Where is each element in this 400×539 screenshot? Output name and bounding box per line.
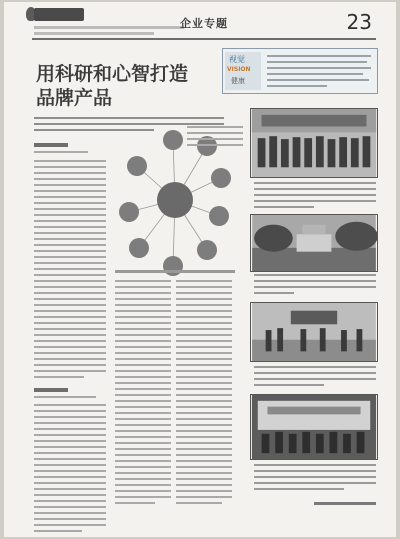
diagram-node (127, 156, 147, 176)
body-text-line (115, 334, 171, 336)
body-text-line (34, 500, 106, 502)
body-text-line (115, 406, 171, 408)
body-text-line (176, 328, 232, 330)
body-text-line (115, 502, 155, 504)
photo-factory-site (250, 214, 378, 272)
body-text-line (176, 496, 232, 498)
body-text-line (34, 470, 106, 472)
vision-badge-text: VISION (227, 66, 251, 73)
body-text-line (115, 346, 171, 348)
body-text-line (115, 490, 171, 492)
body-text-line (176, 478, 232, 480)
subheading-deck (34, 151, 88, 153)
diagram-hub-node (157, 182, 193, 218)
body-text-line (187, 144, 243, 146)
body-text-line (115, 436, 171, 438)
body-text-line (115, 478, 171, 480)
body-text-line (34, 416, 106, 418)
body-text-line (115, 328, 171, 330)
body-text-line (34, 464, 106, 466)
body-text-line (187, 132, 243, 134)
body-text-line (176, 316, 232, 318)
body-text-line (34, 220, 106, 222)
body-text-line (115, 358, 171, 360)
body-text-line (34, 410, 106, 412)
body-text-line (34, 512, 106, 514)
photo-caption (254, 366, 376, 368)
body-text-line (34, 346, 106, 348)
body-text-line (34, 328, 106, 330)
photo-caption (254, 476, 376, 478)
diagram-node (209, 206, 229, 226)
photo-caption (254, 188, 376, 190)
body-text-line (34, 506, 106, 508)
body-text-line (34, 208, 106, 210)
body-text-line (34, 488, 106, 490)
body-text-line (176, 400, 232, 402)
body-text-line (176, 376, 232, 378)
body-text-line (176, 502, 222, 504)
body-text-line (34, 530, 82, 532)
newspaper-page (4, 2, 396, 537)
photo-caption (254, 206, 314, 208)
photo-caption (254, 292, 294, 294)
text-line (267, 55, 371, 57)
body-text-line (34, 280, 106, 282)
body-text-line (176, 334, 232, 336)
body-text-line (176, 412, 232, 414)
body-text-line (34, 196, 106, 198)
body-text-line (34, 446, 106, 448)
body-text-line (176, 406, 232, 408)
body-text-line (115, 496, 171, 498)
body-text-line (176, 448, 232, 450)
diagram-node (163, 130, 183, 150)
body-text-line (115, 394, 171, 396)
newspaper-logo (34, 8, 84, 21)
subheading-deck (34, 396, 96, 398)
body-text-line (115, 352, 171, 354)
body-text-line (176, 418, 232, 420)
body-text-line (115, 424, 171, 426)
text-line (267, 73, 363, 75)
body-text-line (34, 494, 106, 496)
body-text-line (34, 428, 106, 430)
body-text-line (34, 262, 106, 264)
body-text-line (176, 346, 232, 348)
body-text-line (34, 370, 106, 372)
diagram-node (211, 168, 231, 188)
intro-text-line (34, 117, 224, 119)
body-text-line (34, 310, 106, 312)
body-text-line (34, 458, 106, 460)
body-text-line (34, 482, 106, 484)
body-text-line (176, 364, 232, 366)
photo-stage-performance (250, 394, 378, 460)
body-text-line (34, 440, 106, 442)
body-text-line (115, 442, 171, 444)
body-text-line (34, 422, 106, 424)
body-text-line (115, 376, 171, 378)
body-text-line (34, 316, 106, 318)
body-text-line (176, 292, 232, 294)
body-text-line (115, 484, 171, 486)
body-text-line (115, 388, 171, 390)
body-text-line (115, 340, 171, 342)
body-text-line (34, 172, 106, 174)
body-text-line (176, 490, 232, 492)
research-structure-diagram (115, 126, 235, 286)
body-text-line (176, 298, 232, 300)
text-line (267, 79, 369, 81)
body-text-line (115, 454, 171, 456)
body-text-line (115, 298, 171, 300)
body-text-line (115, 364, 171, 366)
diagram-node (163, 256, 183, 276)
subheading (34, 388, 68, 392)
body-text-line (34, 178, 106, 180)
photo-caption (254, 482, 376, 484)
photo-caption (254, 488, 344, 490)
body-text-line (34, 352, 106, 354)
body-text-line (115, 472, 171, 474)
masthead (4, 2, 396, 40)
photo-outdoor-ceremony (250, 302, 378, 362)
diagram-node (119, 202, 139, 222)
body-text-line (176, 304, 232, 306)
body-text-line (176, 352, 232, 354)
body-text-line (34, 214, 106, 216)
photo-caption (254, 372, 376, 374)
vision-badge-text: 视觉 (229, 55, 245, 64)
body-text-line (34, 476, 106, 478)
body-text-line (34, 244, 106, 246)
body-text-line (34, 298, 106, 300)
body-text-line (187, 138, 243, 140)
body-text-line (34, 340, 106, 342)
body-text-line (115, 310, 171, 312)
body-text-line (176, 382, 232, 384)
page-number: 23 (346, 10, 372, 34)
body-text-line (115, 466, 171, 468)
body-text-line (176, 424, 232, 426)
body-text-line (187, 126, 243, 128)
body-text-line (34, 190, 106, 192)
body-text-line (115, 412, 171, 414)
body-text-line (115, 370, 171, 372)
body-text-line (34, 160, 106, 162)
body-text-line (34, 304, 106, 306)
body-text-line (176, 280, 232, 282)
text-line (267, 61, 367, 63)
vision-badge-text: 健康 (231, 77, 245, 85)
vision-badge (225, 52, 261, 90)
body-text-line (34, 334, 106, 336)
photo-caption (254, 194, 376, 196)
masthead-meta-line (34, 32, 154, 35)
body-text-line (176, 388, 232, 390)
body-text-line (115, 292, 171, 294)
body-text-line (34, 434, 106, 436)
body-text-line (34, 184, 106, 186)
body-text-line (34, 250, 106, 252)
headline-line: 品牌产品 (36, 87, 113, 109)
body-text-line (176, 484, 232, 486)
body-text-line (176, 286, 232, 288)
body-text-line (34, 256, 106, 258)
subheading (34, 143, 68, 147)
diagram-node (129, 238, 149, 258)
photo-group-event (250, 108, 378, 178)
masthead-rule (32, 38, 376, 40)
body-text-line (176, 442, 232, 444)
article-headline (36, 62, 216, 110)
photo-caption (254, 200, 376, 202)
body-text-line (176, 466, 232, 468)
text-line (267, 67, 371, 69)
body-text-line (34, 452, 106, 454)
body-text-line (34, 376, 84, 378)
photo-caption (254, 470, 376, 472)
photo-caption (254, 378, 376, 380)
body-text-line (176, 454, 232, 456)
diagram-node (197, 240, 217, 260)
body-text-line (34, 518, 106, 520)
body-text-line (34, 232, 106, 234)
body-text-line (115, 322, 171, 324)
body-text-line (34, 238, 106, 240)
body-text-line (115, 448, 171, 450)
section-title: 企业专题 (180, 17, 228, 30)
body-text-line (176, 310, 232, 312)
body-text-line (34, 202, 106, 204)
body-text-line (34, 524, 106, 526)
body-text-line (34, 268, 106, 270)
photo-caption (254, 274, 376, 276)
body-text-line (115, 430, 171, 432)
body-text-line (176, 370, 232, 372)
body-text-line (34, 226, 106, 228)
body-text-line (176, 430, 232, 432)
body-text-line (115, 382, 171, 384)
headline-line: 用科研和心智打造 (36, 63, 189, 85)
photo-caption (254, 464, 376, 466)
body-text-line (115, 400, 171, 402)
photo-caption (254, 286, 376, 288)
body-text-line (34, 274, 106, 276)
body-text-line (115, 286, 171, 288)
body-text-line (34, 364, 106, 366)
body-text-line (34, 358, 106, 360)
photo-caption (254, 182, 376, 184)
vision-info-box (222, 48, 378, 94)
body-text-line (176, 472, 232, 474)
photo-caption (254, 280, 376, 282)
page-footer-tag (314, 502, 376, 505)
body-text-line (176, 394, 232, 396)
body-text-line (34, 286, 106, 288)
body-text-line (34, 404, 106, 406)
body-text-line (115, 304, 171, 306)
photo-caption (254, 384, 324, 386)
body-text-line (34, 166, 106, 168)
text-line (267, 85, 327, 87)
body-text-line (115, 418, 171, 420)
body-text-line (176, 460, 232, 462)
body-text-line (176, 358, 232, 360)
body-text-line (115, 460, 171, 462)
body-text-line (176, 322, 232, 324)
intro-text-line (34, 123, 224, 125)
body-text-line (115, 316, 171, 318)
body-text-line (176, 436, 232, 438)
body-text-line (34, 322, 106, 324)
body-text-line (176, 340, 232, 342)
body-text-line (34, 292, 106, 294)
body-text-line (115, 280, 171, 282)
diagram-caption (115, 270, 235, 273)
masthead-meta-line (34, 26, 184, 29)
